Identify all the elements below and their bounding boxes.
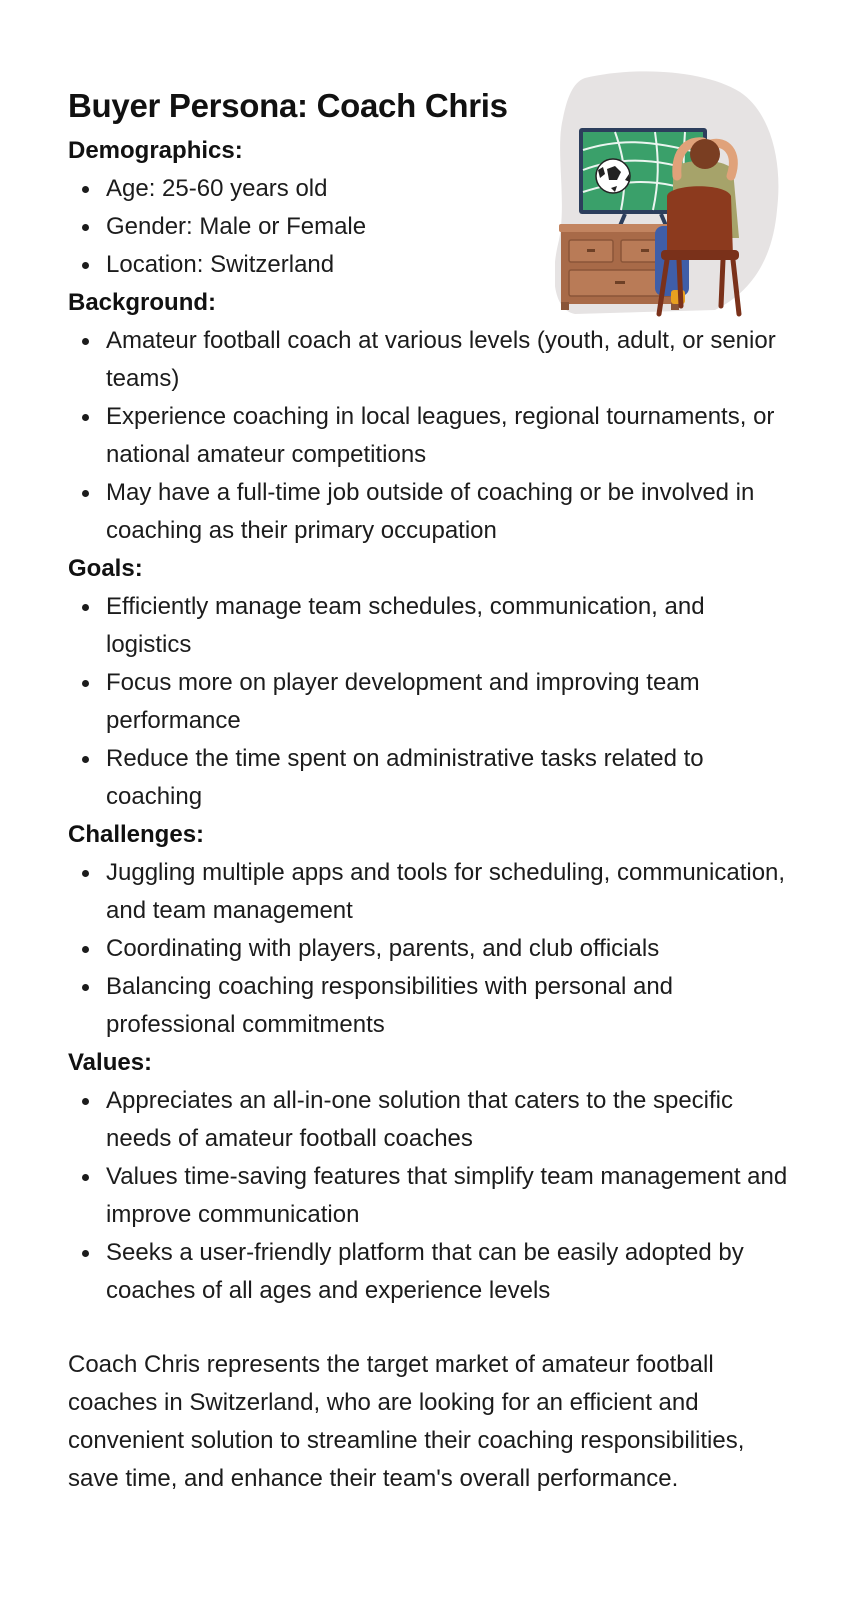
list-item: May have a full-time job outside of coaching or be involved in coaching as their primary occupation [106, 474, 788, 550]
values-list [68, 1082, 788, 1310]
person-head [690, 139, 720, 169]
goals-heading: Goals: [68, 555, 143, 582]
list-item: Amateur football coach at various levels (youth, adult, or senior teams) [106, 322, 788, 398]
list-item: Location: Switzerland [106, 246, 526, 284]
football-fan-watching-tv-illustration [555, 70, 785, 320]
list-item: Reduce the time spent on administrative tasks related to coaching [106, 740, 788, 816]
list-item: Efficiently manage team schedules, communication, and logistics [106, 588, 788, 664]
list-item: Appreciates an all-in-one solution that caters to the specific needs of amateur football coaches [106, 1082, 788, 1158]
list-item: Coordinating with players, parents, and club officials [106, 930, 788, 968]
page-title: Buyer Persona: Coach Chris [68, 87, 508, 124]
list-item: Balancing coaching responsibilities with personal and professional commitments [106, 968, 788, 1044]
demographics-heading: Demographics: [68, 137, 243, 164]
list-item: Values time-saving features that simplify team management and improve communication [106, 1158, 788, 1234]
background-heading: Background: [68, 289, 217, 316]
goals-list [68, 588, 788, 816]
list-item: Age: 25-60 years old [106, 170, 526, 208]
list-item: Experience coaching in local leagues, regional tournaments, or national amateur competitions [106, 398, 788, 474]
list-item: Gender: Male or Female [106, 208, 526, 246]
values-heading: Values: [68, 1049, 153, 1076]
chair [667, 186, 733, 256]
challenges-heading: Challenges: [68, 821, 205, 848]
list-item: Focus more on player development and improving team performance [106, 664, 788, 740]
list-item: Juggling multiple apps and tools for scheduling, communication, and team management [106, 854, 788, 930]
list-item: Seeks a user-friendly platform that can be easily adopted by coaches of all ages and experience levels [106, 1234, 788, 1310]
summary-paragraph: Coach Chris represents the target market of amateur football coaches in Switzerland, who are looking for an efficient and convenient solution to streamline their coaching responsibilities, save time, and enhance their team's overall performance. [68, 1351, 745, 1492]
background-list [68, 322, 788, 550]
challenges-list [68, 854, 788, 1044]
